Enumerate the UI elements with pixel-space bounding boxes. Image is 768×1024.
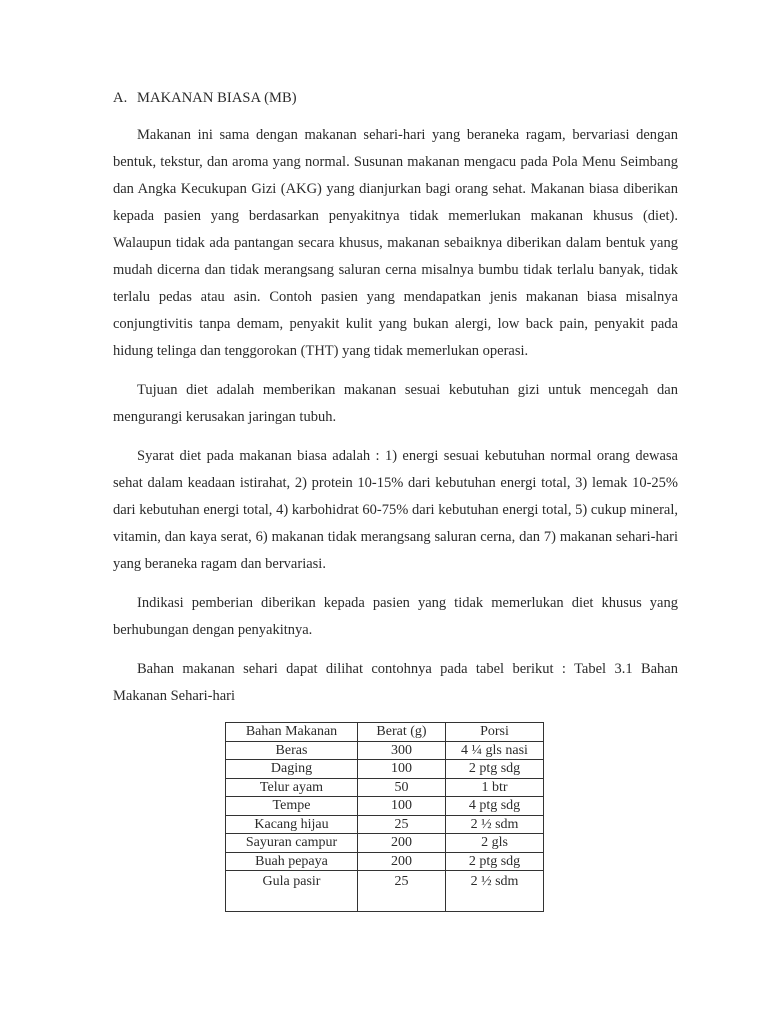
cell-weight: 50 <box>358 778 446 797</box>
paragraph-purpose: Tujuan diet adalah memberikan makanan sesuai kebutuhan gizi untuk mencegah dan mengurangi kerusakan jaringan tubuh. <box>113 382 678 425</box>
paragraph-requirements: Syarat diet pada makanan biasa adalah : 1) energi sesuai kebutuhan normal orang dewasa sehat dalam keadaan istirahat, 2) protein 10-15% dari kebutuhan energi total, 3) lemak 10-25% dari kebutuhan energi total, 4) karbohidrat 60-75% dari kebutuhan energi total, 5) cukup mineral, vitamin, dan kaya serat, 6) makanan tidak merangsang saluran cerna, dan 7) makanan sehari-hari yang beraneka ragam dan bervariasi. <box>113 448 678 572</box>
cell-portion: 2 ½ sdm <box>446 871 544 912</box>
cell-portion: 2 ptg sdg <box>446 760 544 779</box>
cell-food: Tempe <box>226 797 358 816</box>
paragraph-description: Makanan ini sama dengan makanan sehari-hari yang beraneka ragam, bervariasi dengan bentuk, tekstur, dan aroma yang normal. Susunan makanan mengacu pada Pola Menu Seimbang dan Angka Kecukupan Gizi (AKG) yang dianjurkan bagi orang sehat. Makanan biasa diberikan kepada pasien yang berdasarkan penyakitnya tidak memerlukan makanan khusus (diet). Walaupun tidak ada pantangan secara khusus, makanan sebaiknya diberikan dalam bentuk yang mudah dicerna dan tidak merangsang saluran cerna misalnya bumbu tidak terlalu banyak, tidak terlalu pedas atau asin. Contoh pasien yang mendapatkan jenis makanan biasa misalnya conjungtivitis tanpa demam, penyakit kulit yang bukan alergi, low back pain, penyakit pada hidung telinga dan tenggorokan (THT) yang tidak memerlukan operasi. <box>113 127 678 359</box>
document-body <box>113 80 678 710</box>
table-row <box>226 834 544 853</box>
table-row <box>226 778 544 797</box>
paragraph-table-intro: Bahan makanan sehari dapat dilihat contohnya pada tabel berikut : Tabel 3.1 Bahan Makanan Sehari-hari <box>113 661 678 704</box>
table-header-row <box>226 723 544 742</box>
section-number: A. <box>113 90 128 106</box>
cell-food: Sayuran campur <box>226 834 358 853</box>
cell-weight: 25 <box>358 815 446 834</box>
paragraph-indication: Indikasi pemberian diberikan kepada pasien yang tidak memerlukan diet khusus yang berhubungan dengan penyakitnya. <box>113 595 678 638</box>
header-weight: Berat (g) <box>358 723 446 742</box>
table-row <box>226 871 544 912</box>
cell-food: Beras <box>226 741 358 760</box>
table-row <box>226 797 544 816</box>
cell-portion: 2 ptg sdg <box>446 852 544 871</box>
cell-weight: 100 <box>358 760 446 779</box>
cell-food: Buah pepaya <box>226 852 358 871</box>
cell-food: Gula pasir <box>226 871 358 912</box>
cell-weight: 100 <box>358 797 446 816</box>
table-row <box>226 852 544 871</box>
section-title: MAKANAN BIASA (MB) <box>137 90 297 106</box>
cell-portion: 4 ¼ gls nasi <box>446 741 544 760</box>
cell-portion: 4 ptg sdg <box>446 797 544 816</box>
cell-food: Daging <box>226 760 358 779</box>
header-portion: Porsi <box>446 723 544 742</box>
cell-portion: 1 btr <box>446 778 544 797</box>
cell-weight: 200 <box>358 852 446 871</box>
cell-weight: 300 <box>358 741 446 760</box>
table-row <box>226 760 544 779</box>
section-heading <box>113 86 678 110</box>
cell-weight: 25 <box>358 871 446 912</box>
cell-weight: 200 <box>358 834 446 853</box>
table-row <box>226 815 544 834</box>
table-row <box>226 741 544 760</box>
food-table <box>225 722 544 912</box>
cell-food: Telur ayam <box>226 778 358 797</box>
cell-portion: 2 ½ sdm <box>446 815 544 834</box>
cell-portion: 2 gls <box>446 834 544 853</box>
header-food: Bahan Makanan <box>226 723 358 742</box>
cell-food: Kacang hijau <box>226 815 358 834</box>
